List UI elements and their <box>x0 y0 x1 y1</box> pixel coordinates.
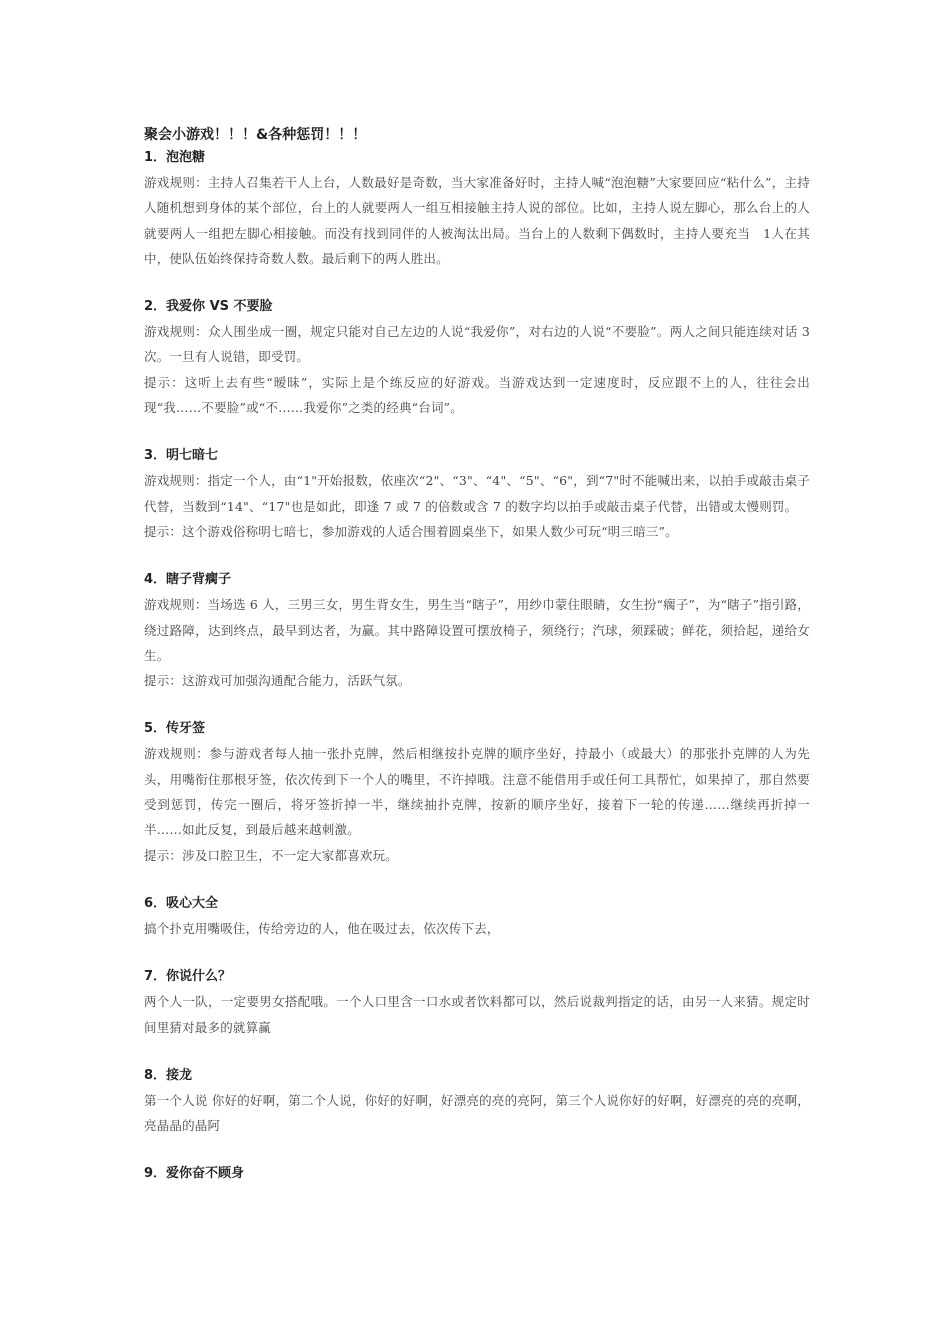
section-3 <box>144 444 810 544</box>
section-heading: 7．你说什么？ <box>144 969 232 985</box>
section-9 <box>144 1162 810 1186</box>
section-2 <box>144 295 810 420</box>
section-8 <box>144 1064 810 1139</box>
section-heading: 5．传牙签 <box>144 721 206 737</box>
section-heading: 3．明七暗七 <box>144 448 219 464</box>
rules-paragraph: 游戏规则：参与游戏者每人抽一张扑克牌，然后相继按扑克牌的顺序坐好，持最小（或最大）的那张扑克牌的人为先头，用嘴衔住那根牙签，依次传到下一个人的嘴里，不许掉哦。注意不能借用手或任何工具帮忙，如果掉了，那自然要受到惩罚，传完一圈后，将牙签折掉一半，继续抽扑克牌，按新的顺序坐好，接着下一轮的传递……继续再折掉一半……如此反复，到最后越来越刺激。 <box>144 746 810 838</box>
section-5 <box>144 717 810 867</box>
section-heading: 9．爱你奋不顾身 <box>144 1166 245 1182</box>
rules-paragraph: 第一个人说 你好的好啊，第二个人说，你好的好啊，好漂亮的亮的亮阿，第三个人说你好的好啊，好漂亮的亮的亮啊，亮晶晶的晶阿 <box>144 1092 810 1134</box>
rules-paragraph: 游戏规则：众人围坐成一圈，规定只能对自己左边的人说“我爱你”，对右边的人说“不要脸”。两人之间只能连续对话 3 次。一旦有人说错，即受罚。 <box>144 324 810 365</box>
tip-paragraph: 提示：涉及口腔卫生，不一定大家都喜欢玩。 <box>144 847 399 863</box>
section-heading: 6．吸心大全 <box>144 895 219 911</box>
section-heading: 1．泡泡糖 <box>144 150 206 165</box>
section-1 <box>144 146 810 271</box>
rules-paragraph: 两个人一队，一定要男女搭配哦。一个人口里含一口水或者饮料都可以，然后说裁判指定的话，由另一人来猜。规定时间里猜对最多的就算赢 <box>144 994 810 1035</box>
section-7 <box>144 965 810 1040</box>
document-title: 聚会小游戏！！！&各种惩罚！！！ <box>144 127 367 143</box>
section-heading: 2．我爱你 VS 不要脸 <box>144 299 273 315</box>
rules-paragraph: 搞个扑克用嘴吸住，传给旁边的人，他在吸过去，依次传下去， <box>144 920 500 936</box>
rules-paragraph: 游戏规则：当场选 6 人，三男三女，男生背女生，男生当“瞎子”，用纱巾蒙住眼睛，女生扮“瘸子”，为“瞎子”指引路，绕过路障，达到终点，最早到达者，为赢。其中路障设置可摆放椅子，须绕行；汽球，须踩破；鲜花，须拾起，递给女生。 <box>144 597 810 663</box>
rules-paragraph: 游戏规则：主持人召集若干人上台，人数最好是奇数，当大家准备好时，主持人喊“泡泡糖”大家要回应“粘什么”，主持人随机想到身体的某个部位，台上的人就要两人一组互相接触主持人说的部位。比如，主持人说左脚心，那么台上的人就要两人一组把左脚心相接触。而没有找到同伴的人被淘汰出局。当台上的人数剩下偶数时，主持人要充当 1人在其中，使队伍始终保持奇数人数。最后剩下的两人胜出。 <box>144 175 810 266</box>
tip-paragraph: 提示：这听上去有些“暧昧”，实际上是个练反应的好游戏。当游戏达到一定速度时，反应跟不上的人，往往会出现“我……不要脸”或“不……我爱你”之类的经典“台词”。 <box>144 374 810 416</box>
section-4 <box>144 568 810 693</box>
section-heading: 8．接龙 <box>144 1067 193 1083</box>
tip-paragraph: 提示：这个游戏俗称明七暗七，参加游戏的人适合围着圆桌坐下，如果人数少可玩“明三暗三”。 <box>144 523 678 539</box>
tip-paragraph: 提示：这游戏可加强沟通配合能力，活跃气氛。 <box>144 673 411 689</box>
section-6 <box>144 892 810 941</box>
section-heading: 4．瞎子背瘸子 <box>144 572 232 588</box>
rules-paragraph: 游戏规则：指定一个人，由“1"开始报数，依座次“2"、“3"、“4"、“5"、“6"，到“7"时不能喊出来，以拍手或敲击桌子代替，当数到“14"、“17"也是如此，即逢 7 或 7 的倍数或含 7 的数字均以拍手或敲击桌子代替，出错或太慢则罚。 <box>144 473 810 514</box>
document-page <box>144 124 810 1210</box>
